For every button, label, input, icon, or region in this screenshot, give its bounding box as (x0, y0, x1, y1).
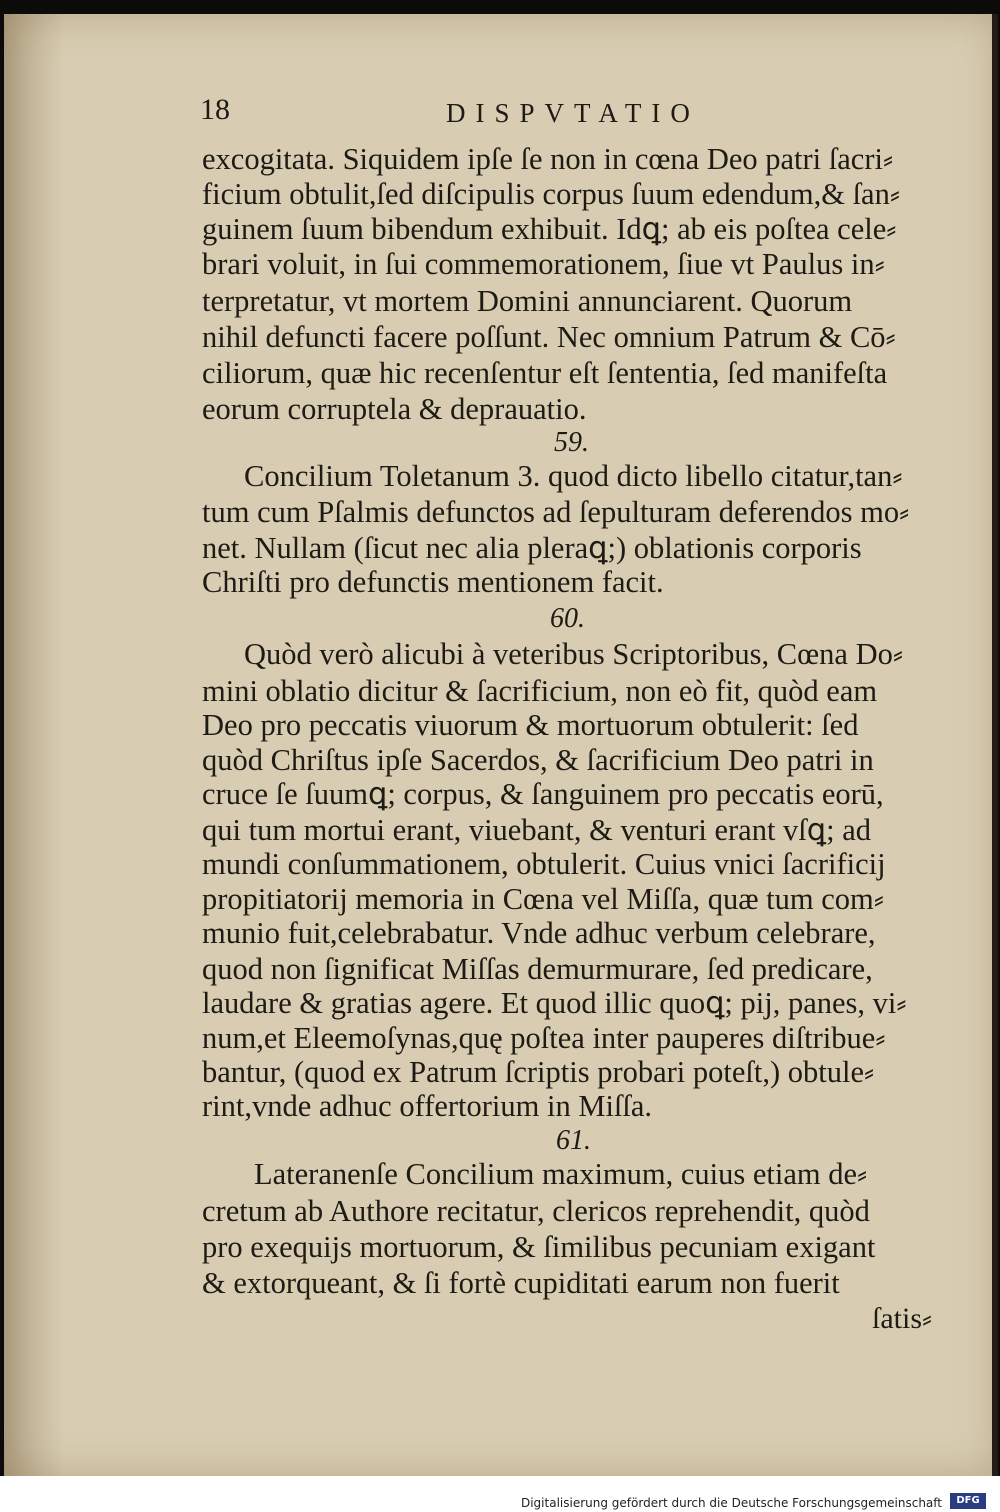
section-number: 60. (550, 603, 585, 634)
text-line: bantur, (quod ex Patrum ſcriptis probari poteſt,) obtule⸗ (202, 1055, 875, 1089)
text-line: qui tum mortui erant, viuebant, & venturi erant vſꝗ; ad (202, 813, 872, 847)
text-line: num,et Eleemoſynas,quę poſtea inter pauperes diſtribue⸗ (202, 1021, 886, 1055)
text-line: mundi conſummationem, obtulerit. Cuius vnici ſacrificij (202, 847, 886, 881)
text-line: excogitata. Siquidem ipſe ſe non in cœna Deo patri ſacri⸗ (202, 142, 894, 176)
page-number: 18 (200, 93, 230, 126)
text-line: ciliorum, quæ hic recenſentur eſt ſententia, ſed manifeſta (202, 356, 888, 390)
text-line: terpretatur, vt mortem Domini annunciarent. Quorum (202, 284, 853, 318)
text-line: rint,vnde adhuc offertorium in Miſſa. (202, 1089, 653, 1123)
text-line: Concilium Toletanum 3. quod dicto libello citatur,tan⸗ (244, 459, 903, 493)
dfg-logo: DFG (950, 1493, 986, 1509)
text-line: propitiatorij memoria in Cœna vel Miſſa, quæ tum com⸗ (202, 882, 884, 916)
section-number: 59. (554, 427, 589, 458)
text-line: quod non ſignificat Miſſas demurmurare, ſed predicare, (202, 952, 873, 986)
section-number: 61. (556, 1125, 591, 1156)
text-line: laudare & gratias agere. Et quod illic quoꝗ; pij, panes, vi⸗ (202, 986, 907, 1020)
text-line: & extorqueant, & ſi fortè cupiditati earum non fuerit (202, 1266, 840, 1300)
text-line: cruce ſe ſuumꝗ; corpus, & ſanguinem pro peccatis eorū, (202, 777, 884, 811)
running-head: DISPVTATIO (446, 98, 700, 128)
text-line: mini oblatio dicitur & ſacrificium, non eò fit, quòd eam (202, 674, 878, 708)
text-line: Quòd verò alicubi à veteribus Scriptoribus, Cœna Do⸗ (244, 637, 903, 671)
text-line: nihil defuncti facere poſſunt. Nec omnium Patrum & Cō⸗ (202, 320, 896, 354)
text-line: Lateranenſe Concilium maximum, cuius etiam de⸗ (254, 1157, 868, 1191)
text-line: tum cum Pſalmis defunctos ad ſepulturam deferendos mo⸗ (202, 495, 910, 529)
text-line: munio fuit,celebrabatur. Vnde adhuc verbum celebrare, (202, 916, 876, 950)
text-line: pro exequijs mortuorum, & ſimilibus pecuniam exigant (202, 1230, 876, 1264)
text-line: cretum ab Authore recitatur, clericos reprehendit, quòd (202, 1194, 870, 1228)
digitization-credit: Digitalisierung gefördert durch die Deutsche Forschungsgemeinschaft (520, 1496, 942, 1510)
text-line: quòd Chriſtus ipſe Sacerdos, & ſacrificium Deo patri in (202, 743, 874, 777)
text-line: net. Nullam (ſicut nec alia pleraꝗ;) oblationis corporis (202, 531, 862, 565)
text-line: Deo pro peccatis viuorum & mortuorum obtulerit: ſed (202, 708, 859, 742)
catchword: ſatis⸗ (872, 1302, 932, 1335)
text-line: eorum corruptela & deprauatio. (202, 392, 587, 426)
text-line: brari voluit, in ſui commemorationem, ſiue vt Paulus in⸗ (202, 247, 885, 281)
text-line: guinem ſuum bibendum exhibuit. Idꝗ; ab eis poſtea cele⸗ (202, 212, 897, 246)
text-line: Chriſti pro defunctis mentionem facit. (202, 565, 664, 599)
text-line: ficium obtulit,ſed diſcipulis corpus ſuum edendum,& ſan⸗ (202, 177, 901, 211)
